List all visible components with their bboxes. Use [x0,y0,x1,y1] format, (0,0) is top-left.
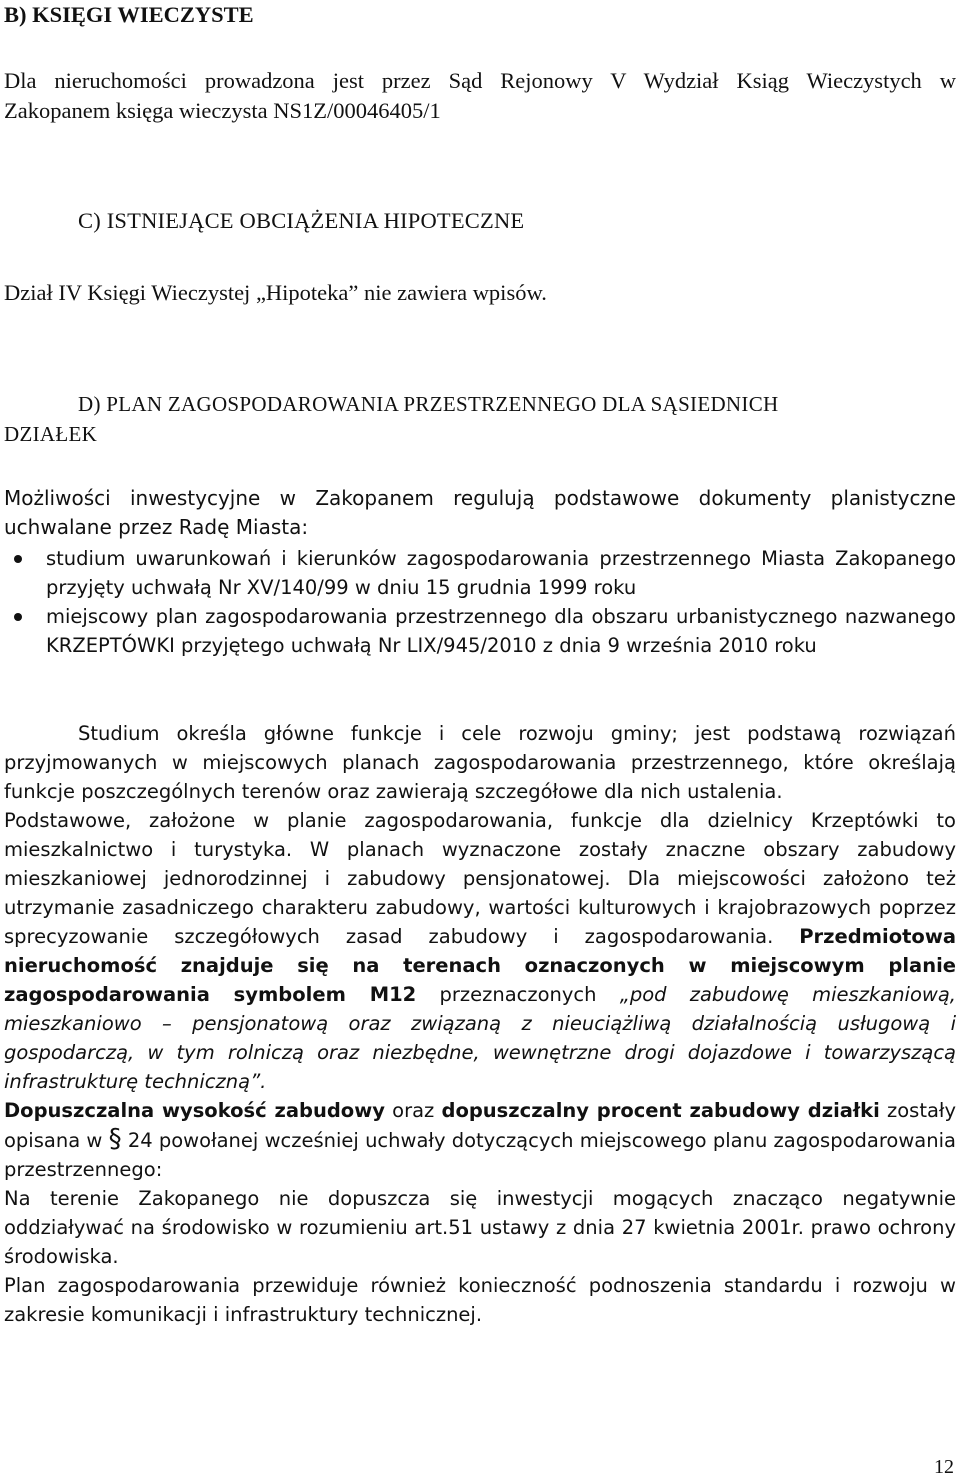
section-b-text-line-1: Dla nieruchomości prowadzona jest przez Sąd Rejonowy V Wydział Ksiąg Wieczystych w [4,68,956,93]
list-item [4,544,956,602]
list-item-text: studium uwarunkowań i kierunków zagospodarowania przestrzennego Miasta Zakopanego przyjęty uchwałą Nr XV/140/99 w dniu 15 grudnia 1999 roku [46,547,956,599]
height-limit-bold: Dopuszczalna wysokość zabudowy [4,1099,385,1122]
bullet-icon [14,555,22,563]
section-d-intro: Możliwości inwestycyjne w Zakopanem regulują podstawowe dokumenty planistyczne uchwalane przez Radę Miasta: [4,486,956,539]
paragraph-functions-italic: „pod zabudowę mieszkaniową, mieszkaniowo – pensjonatową oraz związaną z nieuciążliwą działalnością usługową i gospodarczą, w tym rolniczą oraz niezbędne, wewnętrzne drogi dojazdowe i towarzyszącą infrastrukturę techniczną”. [4,983,956,1093]
paragraph-functions-text-2: przeznaczonych [416,983,620,1006]
bullet-icon [14,613,22,621]
paragraph-height-limits-end: 24 powołanej wcześniej uchwały dotyczących miejscowego planu zagospodarowania przestrzennego: [4,1129,956,1181]
height-limit-text: oraz [384,1099,442,1122]
section-sign-icon: § [108,1124,122,1154]
paragraph-studium: Studium określa główne funkcje i cele rozwoju gminy; jest podstawą rozwiązań przyjmowanych w miejscowych planach zagospodarowania przestrzennego, które określają funkcje poszczególnych terenów oraz zawierają szczegółowe dla nich ustalenia. [4,722,956,803]
section-b-title: B) KSIĘGI WIECZYSTE [4,2,254,27]
section-d-title-line-1: D) PLAN ZAGOSPODAROWANIA PRZESTRZENNEGO DLA SĄSIEDNICH [78,392,779,416]
coverage-limit-text: zostały opisana w [4,1099,957,1152]
paragraph-environment: Na terenie Zakopanego nie dopuszcza się inwestycji mogących znacząco negatywnie oddziaływać na środowisko w rozumieniu art.51 ustawy z dnia 27 kwietnia 2001r. prawo ochrony środowiska. [4,1187,956,1268]
paragraph-development: Plan zagospodarowania przewiduje również konieczność podnoszenia standardu i rozwoju w zakresie komunikacji i infrastruktury technicznej. [4,1274,956,1326]
list-item [4,602,956,660]
paragraph-functions-text: Podstawowe, założone w planie zagospodarowania, funkcje dla dzielnicy Krzeptówki to mieszkalnictwo i turystyka. W planach wyznaczone zostały znaczne obszary zabudowy mieszkaniowej jednorodzinnej i zabudowy pensjonatowej. Dla miejscowości założono też utrzymanie zasadniczego charakteru zabudowy, wartości kulturowych i krajobrazowych poprzez sprecyzowanie szczegółowych zasad zabudowy i zagospodarowania. [4,809,956,948]
paragraph-functions [4,806,956,1096]
planning-documents-list [4,544,956,660]
main-text-block [4,719,956,1329]
section-c-title: C) ISTNIEJĄCE OBCIĄŻENIA HIPOTECZNE [78,208,525,233]
paragraph-height-limits [4,1096,956,1184]
section-b-text-line-2: Zakopanem księga wieczysta NS1Z/00046405/1 [4,98,441,123]
paragraph-functions-bold: Przedmiotowa nieruchomość znajduje się na terenach oznaczonych w miejscowym planie zagospodarowania symbolem M12 [4,925,956,1006]
section-d-title-line-2: DZIAŁEK [4,422,98,446]
list-item-text: miejscowy plan zagospodarowania przestrzennego dla obszaru urbanistycznego nazwanego KRZEPTÓWKI przyjętego uchwałą Nr LIX/945/2010 z dnia 9 września 2010 roku [46,605,956,657]
page-number: 12 [934,1456,954,1478]
coverage-limit-bold: dopuszczalny procent zabudowy działki [441,1099,880,1122]
section-c-text: Dział IV Księgi Wieczystej „Hipoteka” nie zawiera wpisów. [4,280,547,305]
